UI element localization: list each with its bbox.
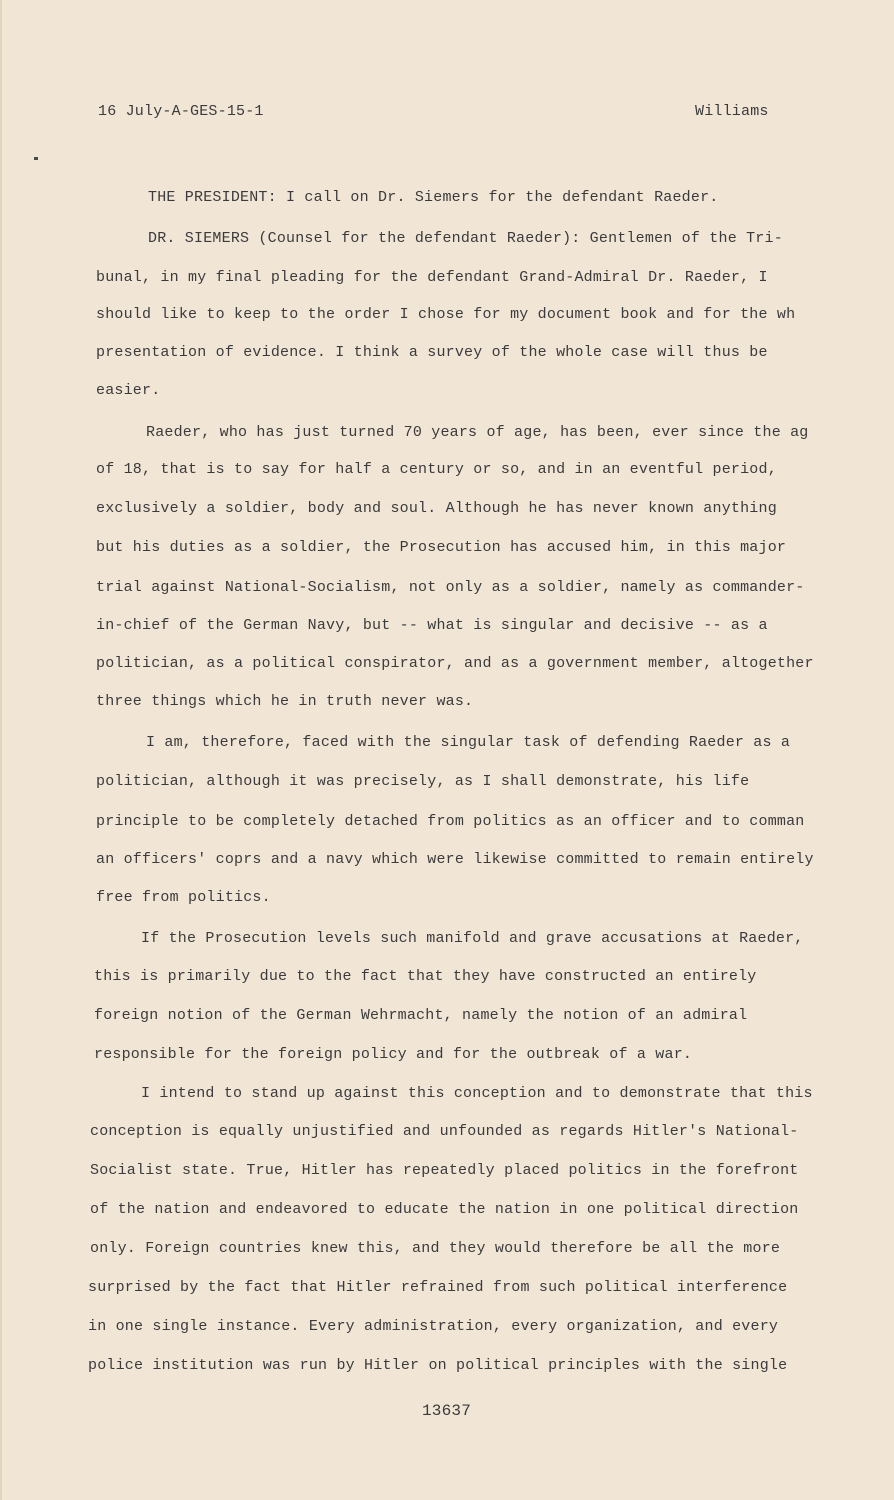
margin-mark (34, 157, 38, 160)
text-line: in-chief of the German Navy, but -- what is singular and decisive -- as a (96, 617, 768, 634)
text-line: principle to be completely detached from politics as an officer and to comman (96, 813, 805, 830)
header-reference: 16 July-A-GES-15-1 (98, 103, 264, 120)
text-line: surprised by the fact that Hitler refrained from such political interference (88, 1279, 788, 1296)
text-line: of the nation and endeavored to educate the nation in one political direction (90, 1201, 799, 1218)
text-line: three things which he in truth never was. (96, 693, 474, 710)
text-line: I intend to stand up against this conception and to demonstrate that this (141, 1085, 813, 1102)
text-line: presentation of evidence. I think a survey of the whole case will thus be (96, 344, 768, 361)
text-line: this is primarily due to the fact that they have constructed an entirely (94, 968, 757, 985)
text-line: only. Foreign countries knew this, and they would therefore be all the more (90, 1240, 781, 1257)
text-line: trial against National-Socialism, not only as a soldier, namely as commander- (96, 579, 805, 596)
text-line: in one single instance. Every administration, every organization, and every (88, 1318, 779, 1335)
text-line: of 18, that is to say for half a century or so, and in an eventful period, (96, 461, 777, 478)
text-line: responsible for the foreign policy and for the outbreak of a war. (94, 1046, 693, 1063)
text-line: conception is equally unjustified and unfounded as regards Hitler's National- (90, 1123, 799, 1140)
text-line: I am, therefore, faced with the singular task of defending Raeder as a (146, 734, 791, 751)
text-line: police institution was run by Hitler on political principles with the single (88, 1357, 788, 1374)
text-line: Socialist state. True, Hitler has repeatedly placed politics in the forefront (90, 1162, 799, 1179)
text-line: exclusively a soldier, body and soul. Although he has never known anything (96, 500, 777, 517)
text-line: politician, as a political conspirator, and as a government member, altogether (96, 655, 814, 672)
page-number: 13637 (422, 1402, 472, 1420)
text-line: politician, although it was precisely, as I shall demonstrate, his life (96, 773, 750, 790)
text-line: bunal, in my final pleading for the defendant Grand-Admiral Dr. Raeder, I (96, 269, 768, 286)
text-line: free from politics. (96, 889, 271, 906)
text-line: should like to keep to the order I chose for my document book and for the wh (96, 306, 796, 323)
text-line: Raeder, who has just turned 70 years of age, has been, ever since the ag (146, 424, 809, 441)
header-reporter-name: Williams (695, 103, 769, 120)
text-line: easier. (96, 382, 161, 399)
text-line: If the Prosecution levels such manifold and grave accusations at Raeder, (141, 930, 804, 947)
text-line: DR. SIEMERS (Counsel for the defendant Raeder): Gentlemen of the Tri- (148, 230, 783, 247)
text-line: foreign notion of the German Wehrmacht, namely the notion of an admiral (94, 1007, 748, 1024)
text-line: an officers' coprs and a navy which were likewise committed to remain entirely (96, 851, 814, 868)
text-line: but his duties as a soldier, the Prosecution has accused him, in this major (96, 539, 787, 556)
text-line: THE PRESIDENT: I call on Dr. Siemers for the defendant Raeder. (148, 189, 719, 206)
